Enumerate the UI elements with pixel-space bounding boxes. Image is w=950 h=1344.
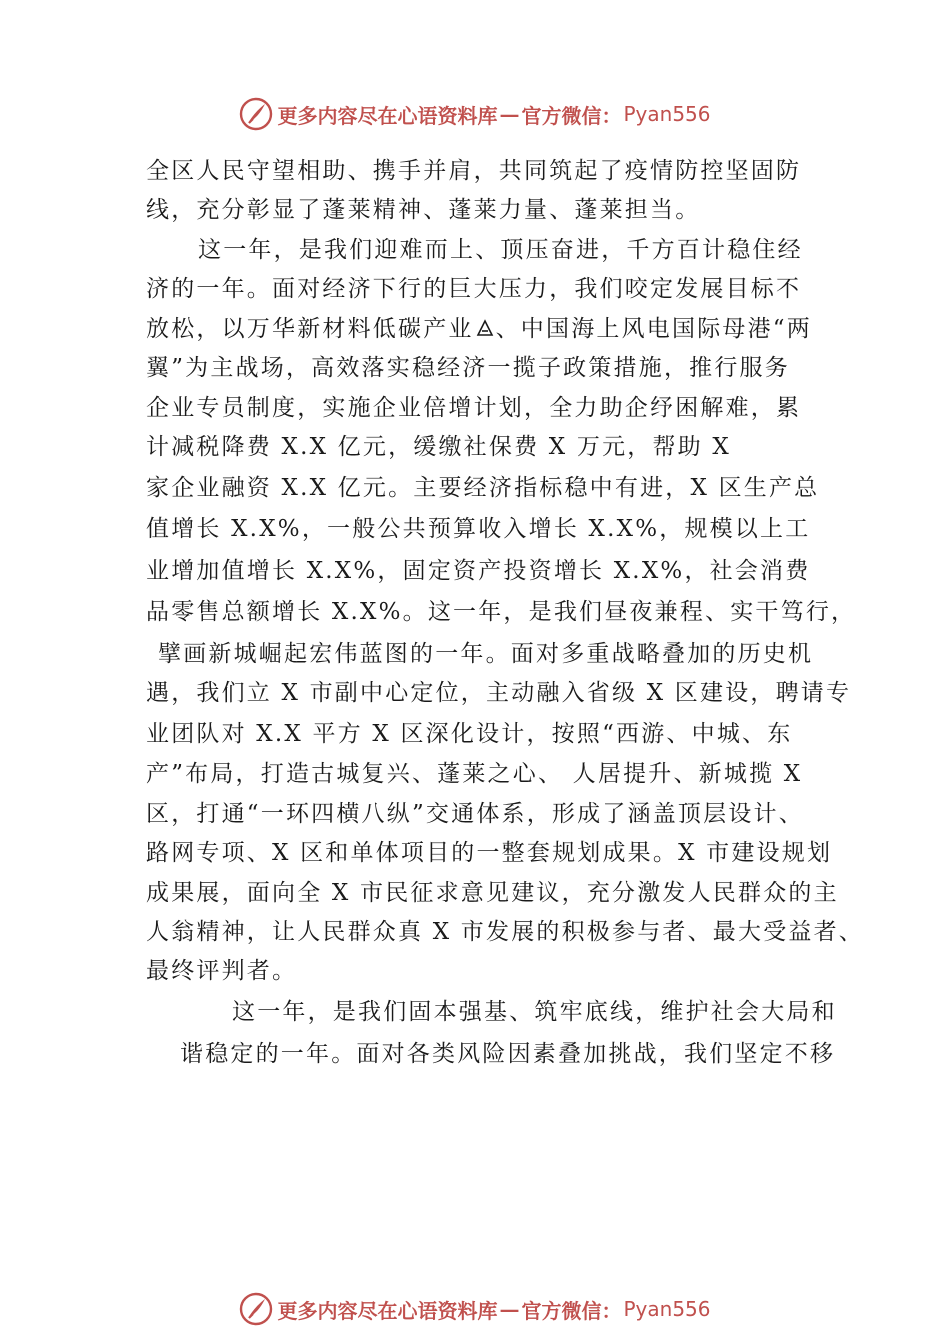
body-line: 这一年，是我们迎难而上、顶压奋进，千方百计稳住经 [198,237,803,263]
body-line: 谐稳定的一年。面对各类风险因素叠加挑战，我们坚定不移 [180,1041,836,1067]
line-segment: 放松，以万华新材料低碳产业 [146,316,474,342]
watermark-side-text: 官方微信： [521,103,622,128]
watermark-main-text: 更多内容尽在心语资料库 [277,103,498,128]
body-line: 成果展，面向全 X 市民征求意见建议，充分激发人民群众的主 [146,880,839,906]
body-line: 业团队对 X.X 平方 X 区深化设计，按照“西游、中城、东 [146,721,793,747]
body-line: 企业专员制度，实施企业倍增计划，全力助企纾困解难，累 [146,395,802,421]
body-line: 家企业融资 X.X 亿元。主要经济指标稳中有进，X 区生产总 [146,475,820,501]
watermark-id: Pyan556 [623,1297,711,1321]
garbled-glyph-icon [474,317,496,339]
body-line: 这一年，是我们固本强基、筑牢底线，维护社会大局和 [232,999,837,1025]
line-segment: 、中国海上风电国际母港“两 [495,316,812,342]
body-line: 线，充分彰显了蓬莱精神、蓬莱力量、蓬莱担当。 [146,197,701,223]
watermark-dash: — [499,102,520,126]
body-line [146,314,812,344]
watermark-dash: — [499,1297,520,1321]
body-line: 济的一年。面对经济下行的巨大压力，我们咬定发展目标不 [146,276,802,302]
body-line: 人翁精神，让人民群众真 X 市发展的积极参与者、最大受益者、 [146,919,864,945]
body-line: 值增长 X.X%，一般公共预算收入增长 X.X%，规模以上工 [146,516,811,542]
body-line: 遇，我们立 X 市副中心定位，主动融入省级 X 区建设，聘请专 [146,680,852,706]
watermark-side-text: 官方微信： [521,1298,622,1323]
body-line: 全区人民守望相助、携手并肩，共同筑起了疫情防控坚固防 [146,158,802,184]
body-line: 品零售总额增长 X.X%。这一年，是我们昼夜兼程、实干笃行， [146,599,857,625]
body-line: 产”布局，打造古城复兴、蓬莱之心、 人居提升、新城揽 X [146,761,803,787]
watermark-header [0,92,950,136]
body-line: 业增加值增长 X.X%，固定资产投资增长 X.X%，社会消费 [146,558,811,584]
quill-pen-icon [239,97,273,131]
body-line: 翼”为主战场，高效落实稳经济一揽子政策措施，推行服务 [146,355,790,381]
body-line: 路网专项、X 区和单体项目的一整套规划成果。X 市建设规划 [146,840,833,866]
body-line: 区，打通“一环四横八纵”交通体系，形成了涵盖顶层设计、 [146,801,804,827]
quill-pen-icon [239,1292,273,1326]
watermark-id: Pyan556 [623,102,711,126]
body-line: 擘画新城崛起宏伟蓝图的一年。面对多重战略叠加的历史机 [158,641,814,667]
body-line: 计减税降费 X.X 亿元，缓缴社保费 X 万元，帮助 X [146,434,731,460]
watermark-footer [0,1287,950,1331]
body-line: 最终评判者。 [146,958,298,984]
watermark-main-text: 更多内容尽在心语资料库 [277,1298,498,1323]
